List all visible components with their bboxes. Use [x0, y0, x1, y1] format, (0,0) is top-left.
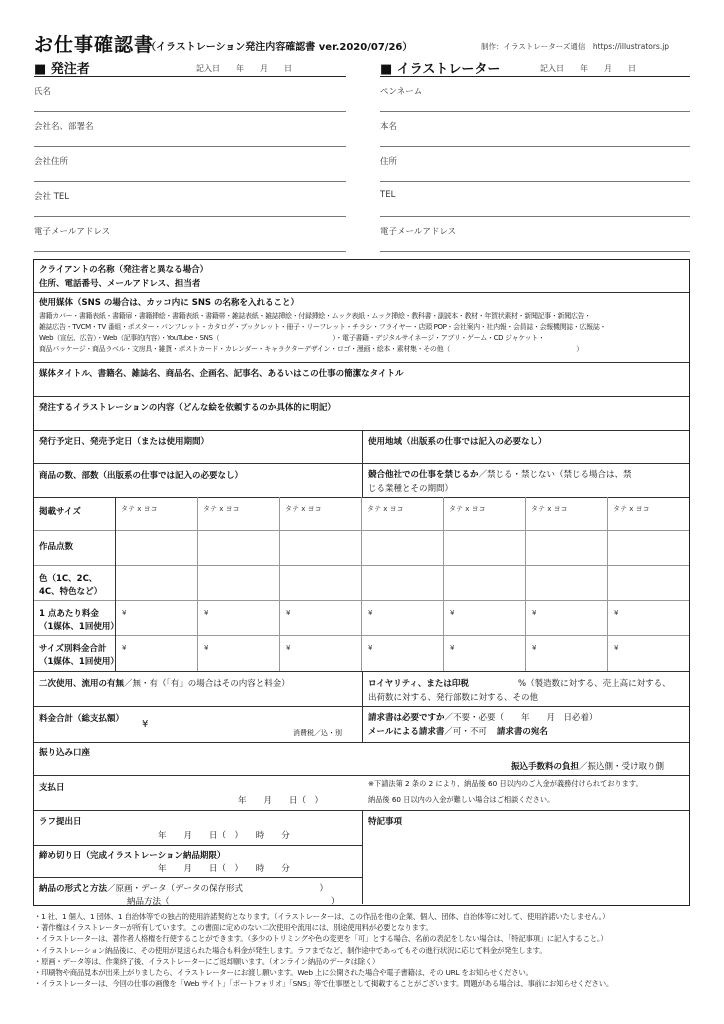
royalty-line2: 出荷数に対する、発行部数に対する、その他	[368, 693, 539, 703]
media-options-line: Web（宣伝、広告）・Web（記事的内容）・YouTube・SNS（ ）・電子書籍・デジタルサイネージ・アプリ・ゲーム・CD ジャケット・	[39, 334, 545, 342]
size-row-label: 掲載サイズ	[39, 507, 81, 517]
illustrator-heading-rule	[380, 76, 690, 77]
footer-note: ・1 社、1 個人、1 団体、1 自治体等での独占的使用許諾契約となります。（イラストレーターは、この作品を他の企業、個人、団体、自治体等に対して、使用許諾いたしません。）	[34, 912, 610, 921]
field-label: 会社 TEL	[34, 192, 70, 202]
table-divider	[525, 497, 526, 671]
field-label: TEL	[380, 190, 396, 200]
divider	[34, 292, 689, 293]
illustrator-date-label: 記入日 年 月 日	[540, 64, 636, 73]
total-by-size-label: サイズ別料金合計	[39, 644, 107, 654]
divider	[34, 775, 689, 776]
field-label: 氏名	[34, 87, 52, 97]
table-divider	[197, 497, 198, 671]
rough-label: ラフ提出日	[39, 817, 82, 827]
total-fee-label: 料金合計（総支払額）	[39, 714, 125, 724]
transfer-fee-row	[511, 760, 664, 772]
yen-cell[interactable]: ¥	[450, 644, 455, 652]
table-divider	[443, 497, 444, 671]
client-address-field[interactable]	[34, 147, 346, 182]
illustrator-realname-field[interactable]	[380, 112, 690, 147]
client-name-field[interactable]	[34, 78, 346, 112]
delivery-method[interactable]: 納品方法（ ）	[127, 897, 340, 907]
transfer-fee-label: 振込手数料の負担	[511, 762, 580, 772]
field-label: 住所	[380, 157, 398, 167]
table-divider	[279, 497, 280, 671]
yen-cell[interactable]: ¥	[122, 644, 127, 652]
client-tel-field[interactable]	[34, 182, 346, 217]
divider	[34, 396, 689, 397]
footer-note: ・イラストレーション納品後に、その使用が見送られた場合も料金が発生します。ラフまでなど、制作途中であってもその進行状況に応じて料金が発生します。	[34, 945, 547, 955]
transfer-fee-options[interactable]: ／振込側・受け取り側	[579, 762, 665, 772]
yen-cell[interactable]: ¥	[368, 644, 373, 652]
divider	[362, 810, 363, 904]
field-label: 会社名、部署名	[34, 122, 94, 132]
notes-label: 特記事項	[368, 817, 403, 827]
illustrator-fields	[380, 78, 690, 252]
competitor-line2: じる業種とその期間）	[368, 484, 454, 494]
invoice-label: 請求書は必要ですか	[368, 713, 445, 723]
illustrator-address-field[interactable]	[380, 147, 690, 182]
field-label: 本名	[380, 122, 398, 132]
region-label: 使用地域（出版系の仕事では記入の必要なし）	[368, 437, 547, 447]
secondary-use-label: 二次使用、流用の有無	[39, 679, 125, 689]
payment-label: 支払日	[39, 783, 65, 793]
invoice-options[interactable]: ／不要・必要（ 年 月 日必着）	[444, 713, 598, 723]
size-cell[interactable]: タテ x ヨコ	[449, 505, 486, 513]
delivery-options[interactable]: ／原画・データ（データの保存形式 ）	[107, 884, 329, 894]
count-row-label: 作品点数	[39, 542, 74, 552]
client-date-label: 記入日 年 月 日	[196, 64, 292, 73]
payment-date[interactable]: 年 月 日（ ）	[238, 796, 324, 806]
delivery-label: 納品の形式と方法	[39, 884, 108, 894]
rough-date[interactable]: 年 月 日（ ） 時 分	[158, 831, 290, 841]
illustrator-tel-field[interactable]	[380, 182, 690, 217]
tax-note[interactable]: 消費税／込・別	[293, 729, 342, 737]
media-options-line: 書籍カバー・書籍表紙・書籍扉・書籍挿絵・書籍表紙・書籍帯・雑誌表紙・雑誌挿絵・付録挿絵・ムック表紙・ムック挿絵・教科書・副読本・教材・年賀状素材・新聞記事・新聞広告・	[39, 312, 591, 320]
email-invoice-options[interactable]: ／可・不可	[444, 727, 487, 737]
divider	[34, 742, 689, 743]
quantity-label: 商品の数、部数（出版系の仕事では記入の必要なし）	[39, 471, 244, 481]
email-invoice-row	[368, 725, 548, 737]
deadline-label: 締め切り日（完成イラストレーション納品期限）	[39, 851, 226, 861]
divider	[362, 671, 363, 742]
media-label: 使用媒体（SNS の場合は、カッコ内に SNS の名称を入れること）	[39, 298, 300, 308]
color-row-label-2: 4C、特色など）	[39, 587, 103, 597]
credit: 制作：イラストレーターズ通信 https://illustrators.jp	[481, 42, 670, 51]
yen-cell[interactable]: ¥	[204, 609, 209, 617]
illustrator-heading: ■ イラストレーター	[380, 62, 501, 77]
client-fields	[34, 78, 346, 252]
divider	[34, 362, 689, 363]
field-label: 会社住所	[34, 157, 69, 167]
size-cell[interactable]: タテ x ヨコ	[531, 505, 568, 513]
yen-cell[interactable]: ¥	[532, 644, 537, 652]
release-date-label: 発行予定日、発売予定日（または使用期間）	[39, 437, 210, 447]
competitor-options[interactable]: ／禁じる・禁じない（禁じる場合は、禁	[478, 470, 632, 480]
secondary-use-row	[39, 677, 290, 689]
yen-cell[interactable]: ¥	[286, 644, 291, 652]
delivery-row	[39, 882, 328, 894]
field-label: 電子メールアドレス	[34, 227, 111, 237]
competitor-label: 競合他社での仕事を禁じるか	[368, 470, 479, 480]
illustrator-penname-field[interactable]	[380, 78, 690, 112]
total-by-size-label-2: （1媒体、1回使用）	[39, 657, 119, 667]
divider	[34, 845, 362, 846]
client-heading-rule	[34, 76, 346, 77]
yen-cell[interactable]: ¥	[368, 609, 373, 617]
illustrator-email-field[interactable]	[380, 217, 690, 252]
client-company-field[interactable]	[34, 112, 346, 147]
content-label: 発注するイラストレーションの内容（どんな絵を依頼するのか具体的に明記）	[39, 403, 336, 413]
payment-note-2: 納品後 60 日以内の入金が難しい場合はご相談ください。	[368, 795, 555, 804]
bank-label: 振り込み口座	[39, 748, 91, 758]
client-heading: ■ 発注者	[34, 62, 90, 77]
notes-area[interactable]	[364, 828, 686, 902]
email-invoice-label: メールによる請求書	[368, 727, 445, 737]
color-row-label: 色（1C、2C、	[39, 574, 98, 584]
media-options-line: 商品パッケージ・商品ラベル・文房具・雑貨・ポストカード・カレンダー・キャラクターデザイン・ロゴ・漫画・絵本・素材集・その他（ ）	[39, 345, 583, 353]
client-contact-label: 住所、電話番号、メールアドレス、担当者	[39, 279, 201, 289]
royalty-percent[interactable]: %（製造数に対する、売上高に対する、	[518, 679, 671, 689]
size-cell[interactable]: タテ x ヨコ	[613, 505, 650, 513]
size-cell[interactable]: タテ x ヨコ	[121, 505, 158, 513]
yen-cell[interactable]: ¥	[532, 609, 537, 617]
footer-notes	[34, 911, 690, 989]
invoice-addressee-label: 請求書の宛名	[496, 727, 548, 737]
table-divider	[607, 497, 608, 671]
yen-cell[interactable]: ¥	[286, 609, 291, 617]
divider	[362, 430, 363, 497]
client-email-field[interactable]	[34, 217, 346, 252]
royalty-label: ロイヤリティ、または印税	[368, 679, 469, 689]
yen-cell[interactable]: ¥	[450, 609, 455, 617]
payment-note: ※下請法第 2 条の 2 により、納品後 60 日以内のご入金が義務付けられております。	[368, 779, 643, 788]
yen-cell[interactable]: ¥	[122, 609, 127, 617]
deadline-date[interactable]: 年 月 日（ ） 時 分	[158, 864, 290, 874]
size-cell[interactable]: タテ x ヨコ	[203, 505, 240, 513]
unit-price-label-2: （1媒体、1回使用）	[39, 622, 119, 632]
yen-cell[interactable]: ¥	[204, 644, 209, 652]
competitor-row	[368, 468, 632, 480]
media-title-label: 媒体タイトル、書籍名、雑誌名、商品名、企画名、記事名、あるいはこの仕事の簡潔なタイトル	[39, 369, 404, 379]
invoice-row	[368, 711, 598, 723]
unit-price-label: 1 点あたり料金	[39, 609, 99, 619]
media-options[interactable]	[39, 311, 606, 355]
document-title: お仕事確認書	[34, 34, 155, 56]
yen-cell[interactable]: ¥	[614, 644, 619, 652]
media-options-line: 雑誌広告・TVCM・TV 番組・ポスター・パンフレット・カタログ・ブックレット・冊子・リーフレット・チラシ・フライヤー・店頭 POP・会社案内・社内報・会員誌・会報機関誌・広報誌・	[39, 323, 607, 331]
secondary-use-options[interactable]: ／無・有（「有」の場合はその内容と料金）	[124, 679, 290, 689]
field-label: ペンネーム	[380, 87, 423, 97]
footer-note: ・イラストレーターは、著作者人格権を行使することができます。（多少のトリミングや色の変更を「可」とする場合、名前の表記をしない場合は、「特記事項」に記入すること。）	[34, 934, 608, 944]
footer-note: ・イラストレーターは、今回の仕事の画像を「Web サイト」「ポートフォリオ」「SNS」等で仕事歴として掲載することがございます。問題がある場合は、事前にお知らせください。	[34, 979, 613, 989]
yen-cell[interactable]: ¥	[614, 609, 619, 617]
size-cell[interactable]: タテ x ヨコ	[285, 505, 322, 513]
table-divider	[115, 497, 116, 671]
total-fee-yen[interactable]: ¥	[142, 719, 149, 730]
document-subtitle: （イラストレーション発注内容確認書 ver.2020/07/26）	[146, 42, 413, 53]
field-label: 電子メールアドレス	[380, 227, 457, 237]
size-cell[interactable]: タテ x ヨコ	[367, 505, 404, 513]
client-name-label: クライアントの名称（発注者と異なる場合）	[39, 265, 209, 275]
footer-note: ・印刷物や商品見本が出来上がりましたら、イラストレーターにお渡し願います。Web 上に公開された場合や電子書籍は、その URL をお知らせください。	[34, 968, 533, 978]
footer-note: ・原画・データ等は、作業終了後、イラストレーターにご返却願います。（オンライン納品のデータは除く）	[34, 956, 380, 966]
table-divider	[361, 497, 362, 671]
footer-note: ・著作権はイラストレーターが所有しています。この書面に定めのない二次使用や流用には、別途使用料が必要となります。	[34, 923, 433, 933]
divider	[34, 877, 362, 878]
